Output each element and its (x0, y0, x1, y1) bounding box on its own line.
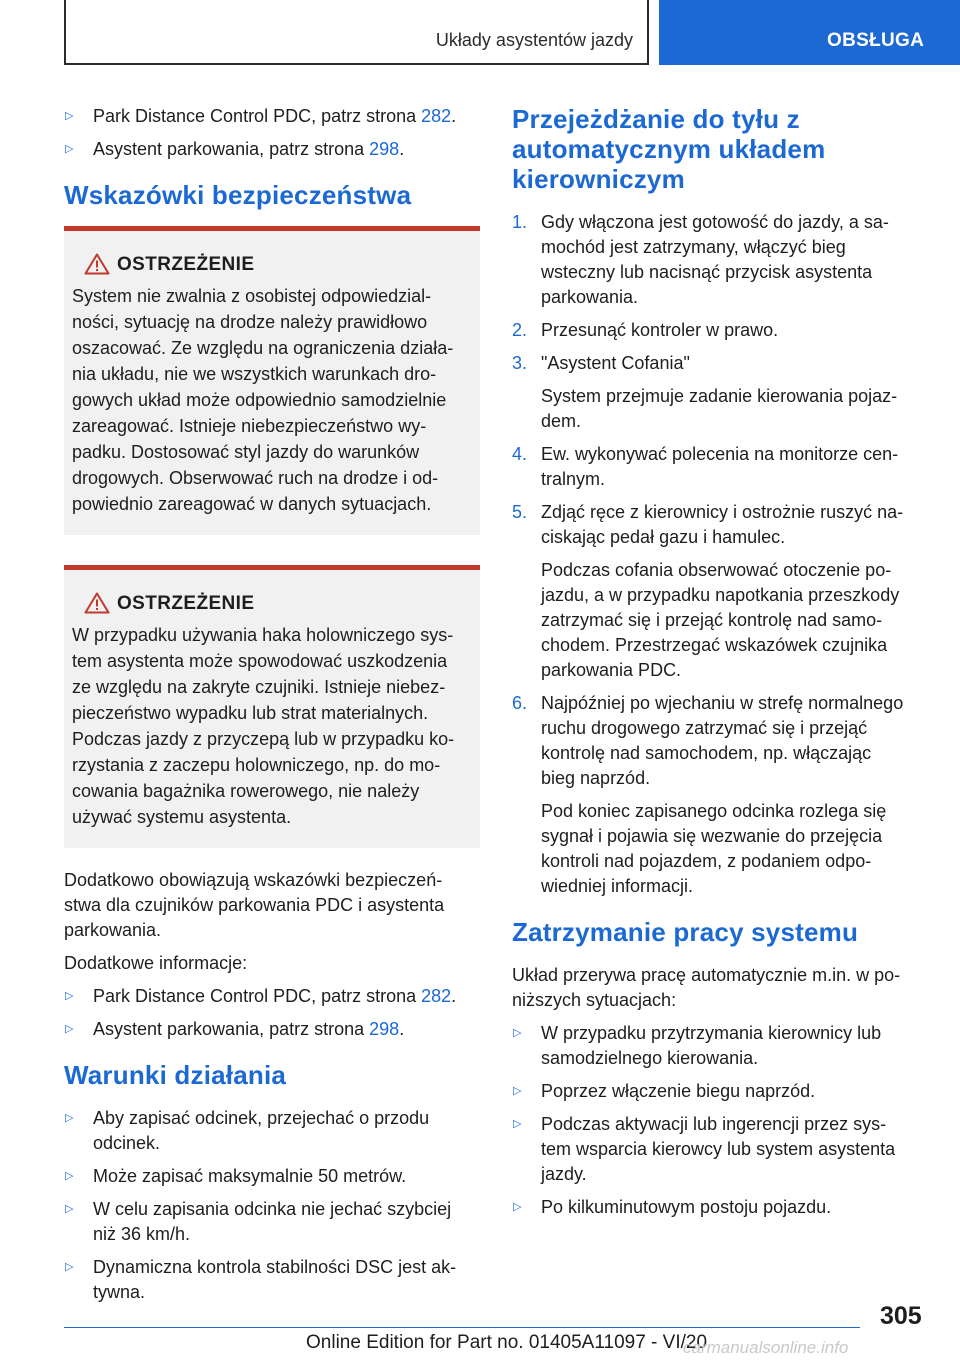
step-item: 2. Przesunąć kontroler w prawo. (512, 318, 927, 343)
list-item: ▷ Asystent parkowania, patrz strona 298. (64, 137, 480, 162)
bullet-triangle-icon: ▷ (65, 990, 74, 1002)
page-number: 305 (880, 1302, 922, 1330)
conditions-heading: Warunki działania (64, 1060, 287, 1090)
warning-text: W przypadku używania haka holowniczego sys- tem asystenta może spowodować uszkodzenia ze względu na zakryte czujniki. Istnieje niebez- pieczeństwo wypadku lub strat materialnych. Podczas jazdy z przyczepą lub w przypadku ko- rzystania z zaczepu holowniczego, np. do mo- cowania bagażnika rowerowego, nie należy używać systemu asystenta. (72, 625, 455, 827)
bullet-triangle-icon: ▷ (65, 1261, 74, 1273)
step-number: 6. (512, 693, 528, 713)
extra-paragraph: Dodatkowo obowiązują wskazówki bezpieczeń- stwa dla czujników parkowania PDC i asystenta parkowania. (64, 870, 445, 940)
stop-list (512, 1021, 927, 1220)
safety-heading: Wskazówki bezpieczeństwa (64, 180, 412, 210)
extra-info-label: Dodatkowe informacje: (64, 953, 248, 973)
step-item: 6. Najpóźniej po wjechaniu w strefę normalnego ruchu drogowego zatrzymać się i przejąć kontrolę nad samochodem, np. włączając bieg naprzód. Pod koniec zapisanego odcinka rozlega się sygnał i pojawia się wezwanie do przejęcia kontroli nad pojazdem, z podaniem odpo- wiedniej informacji. (512, 693, 904, 896)
list-item: ▷ Dynamiczna kontrola stabilności DSC jest ak- tywna. (65, 1257, 457, 1302)
stop-intro: Układ przerywa pracę automatycznie m.in. w po- niższych sytuacjach: (512, 965, 901, 1010)
bullet-triangle-icon: ▷ (65, 143, 74, 155)
header-chapter-box (64, 0, 649, 65)
step-number: 3. (512, 353, 528, 373)
bullet-triangle-icon: ▷ (65, 110, 74, 122)
step-item: 1. Gdy włączona jest gotowość do jazdy, a sa- mochód jest zatrzymany, włączyć bieg wsteczny lub nacisnąć przycisk asystenta parkowania. (512, 212, 889, 307)
footer-divider (64, 1327, 860, 1328)
extra-links-list (64, 984, 480, 1042)
list-item: ▷ Park Distance Control PDC, patrz strona 282. (64, 104, 480, 129)
step-number: 1. (512, 212, 528, 232)
list-item: ▷ Po kilkuminutowym postoju pojazdu. (512, 1195, 927, 1220)
page-link[interactable]: 298 (369, 1019, 400, 1039)
list-item: ▷ Podczas aktywacji lub ingerencji przez sys- tem wsparcia kierowcy lub system asystenta jazdy. (513, 1114, 896, 1184)
warning-title: OSTRZEŻENIE (117, 254, 255, 275)
step-number: 4. (512, 444, 528, 464)
reverse-heading: Przejeżdżanie do tyłu z automatycznym układem kierowniczym (512, 104, 826, 194)
left-column (64, 104, 480, 1313)
page-link[interactable]: 298 (369, 139, 400, 159)
bullet-triangle-icon: ▷ (65, 1023, 74, 1035)
chapter-title: Układy asystentów jazdy (435, 30, 633, 50)
warning-title: OSTRZEŻENIE (117, 593, 255, 614)
bullet-triangle-icon: ▷ (513, 1118, 522, 1130)
list-item: ▷ W przypadku przytrzymania kierownicy lub samodzielnego kierowania. (513, 1023, 882, 1068)
step-item: 5. Zdjąć ręce z kierownicy i ostrożnie ruszyć na- ciskając pedał gazu i hamulec. Podczas cofania obserwować otoczenie po- jazdu, a w przypadku napotkania przeszkody zatrzymać się i przejąć kontrolę nad samo- chodem. Przestrzegać wskazówek czujnika parkowania PDC. (512, 502, 904, 680)
warning-box (64, 226, 480, 535)
bullet-triangle-icon: ▷ (513, 1027, 522, 1039)
bullet-triangle-icon: ▷ (513, 1085, 522, 1097)
conditions-list (64, 1106, 480, 1305)
list-item: ▷ Park Distance Control PDC, patrz strona 282. (64, 984, 480, 1009)
footer-edition: Online Edition for Part no. 01405A11097 - VI/20 (306, 1332, 708, 1353)
step-item: 4. Ew. wykonywać polecenia na monitorze cen- tralnym. (512, 444, 899, 489)
bullet-triangle-icon: ▷ (65, 1203, 74, 1215)
list-item: ▷ Aby zapisać odcinek, przejechać o przodu odcinek. (65, 1108, 430, 1153)
warning-text: System nie zwalnia z osobistej odpowiedzial- ności, sytuację na drodze należy prawidłowo oszacować. Ze względu na ograniczenia działa- nia układu, nie we wszystkich warunkach dro- gowych układ może odpowiednio samodzielnie zareagować. Istnieje niebezpieczeństwo wy- padku. Dostosować styl jazdy do warunków drogowych. Obserwować ruch na drodze i od- powiednio zareagować w danych sytuacjach. (72, 286, 454, 514)
section-label: OBSŁUGA (827, 30, 925, 51)
step-number: 2. (512, 320, 528, 340)
bullet-triangle-icon: ▷ (65, 1112, 74, 1124)
intro-links-list (64, 104, 480, 162)
list-item: ▷ Poprzez włączenie biegu naprzód. (512, 1079, 927, 1104)
list-item: ▷ Może zapisać maksymalnie 50 metrów. (64, 1164, 480, 1189)
right-column (512, 104, 927, 1228)
warning-triangle-icon (84, 253, 110, 275)
list-item: ▷ W celu zapisania odcinka nie jechać szybciej niż 36 km/h. (65, 1199, 452, 1244)
warning-triangle-icon (84, 592, 110, 614)
step-item: 3. "Asystent Cofania" System przejmuje zadanie kierowania pojaz- dem. (512, 353, 898, 431)
header-section-tab[interactable] (659, 0, 960, 65)
bullet-triangle-icon: ▷ (513, 1201, 522, 1213)
page-link[interactable]: 282 (421, 106, 452, 126)
stop-heading: Zatrzymanie pracy systemu (512, 917, 859, 947)
warning-box (64, 565, 480, 848)
watermark: carmanualsonline.info (683, 1338, 849, 1357)
page-link[interactable]: 282 (421, 986, 452, 1006)
step-number: 5. (512, 502, 528, 522)
list-item: ▷ Asystent parkowania, patrz strona 298. (64, 1017, 480, 1042)
bullet-triangle-icon: ▷ (65, 1170, 74, 1182)
steps-list (512, 210, 927, 899)
